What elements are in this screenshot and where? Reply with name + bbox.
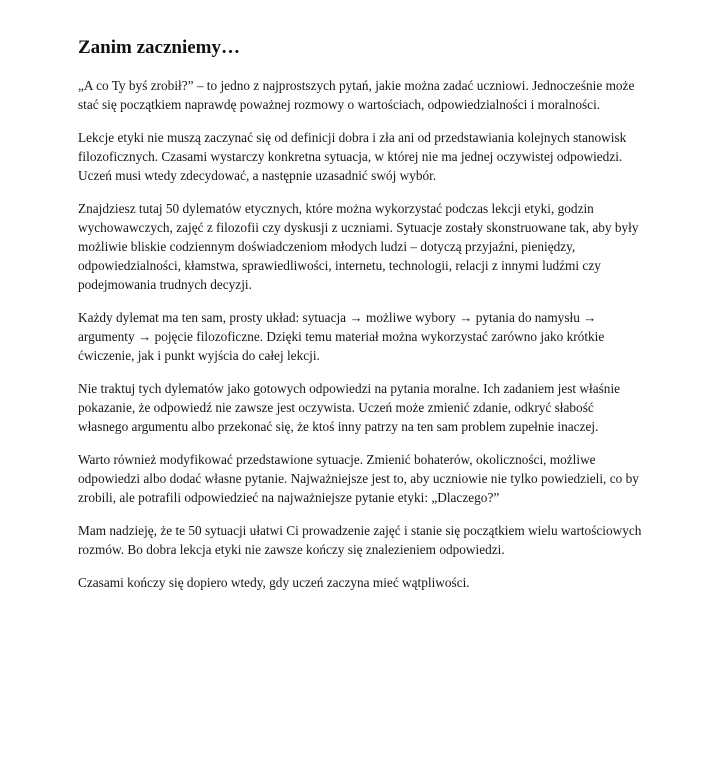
paragraph-modify: Warto również modyfikować przedstawione sytuacje. Zmienić bohaterów, okoliczności, możliwe odpowiedzi albo dodać własne pytanie. Najważniejsze jest to, aby uczniowie nie tylko powiedzieli, co by zrobili, ale potrafili odpowiedzieć na najważniejsze pytanie etyki: „Dlaczego?” — [78, 452, 639, 505]
paragraph-intro: „A co Ty byś zrobił?” – to jedno z najprostszych pytań, jakie można zadać uczniowi. Jednocześnie może stać się początkiem naprawdę poważnej rozmowy o wartościach, odpowiedzialności i moralności. — [78, 78, 635, 112]
paragraph-not-answers: Nie traktuj tych dylematów jako gotowych odpowiedzi na pytania moralne. Ich zadaniem jest właśnie pokazanie, że odpowiedź nie zawsze jest oczywista. Uczeń może zmienić zdanie, odkryć słabość własnego argumentu albo przekonać się, że ktoś inny patrzy na ten sam problem zupełnie inaczej. — [78, 381, 621, 434]
paragraph-structure: Każdy dylemat ma ten sam, prosty układ: sytuacja → możliwe wybory → pytania do namysłu → argumenty → pojęcie filozoficzne. Dzięki temu materiał można wykorzystać zarówno jako krótkie ćwiczenie, jak i punkt wyjścia do całej lekcji. — [78, 310, 605, 363]
paragraph-hope: Mam nadzieję, że te 50 sytuacji ułatwi Ci prowadzenie zajęć i stanie się początkiem wielu wartościowych rozmów. Bo dobra lekcja etyki nie zawsze kończy się znalezieniem odpowiedzi. — [78, 523, 642, 557]
paragraph-closing: Czasami kończy się dopiero wtedy, gdy uczeń zaczyna mieć wątpliwości. — [78, 575, 470, 590]
document-title: Zanim zaczniemy… — [78, 37, 241, 58]
paragraph-lessons: Lekcje etyki nie muszą zaczynać się od definicji dobra i zła ani od przedstawiania kolejnych stanowisk filozoficznych. Czasami wystarczy konkretna sytuacja, w której nie ma jednej oczywistej odpowiedzi. Uczeń musi wtedy zdecydować, a następnie uzasadnić swój wybór. — [78, 130, 627, 183]
paragraph-dilemmas: Znajdziesz tutaj 50 dylematów etycznych, które można wykorzystać podczas lekcji etyki, godzin wychowawczych, zajęć z filozofii czy dyskusji z uczniami. Sytuacje zostały skonstruowane tak, aby były możliwie bliskie codziennym doświadczeniom młodych ludzi – dotyczą przyjaźni, pieniędzy, odpowiedzialności, kłamstwa, sprawiedliwości, internetu, technologii, relacji z innymi ludźmi czy podejmowania trudnych decyzji. — [78, 201, 639, 292]
